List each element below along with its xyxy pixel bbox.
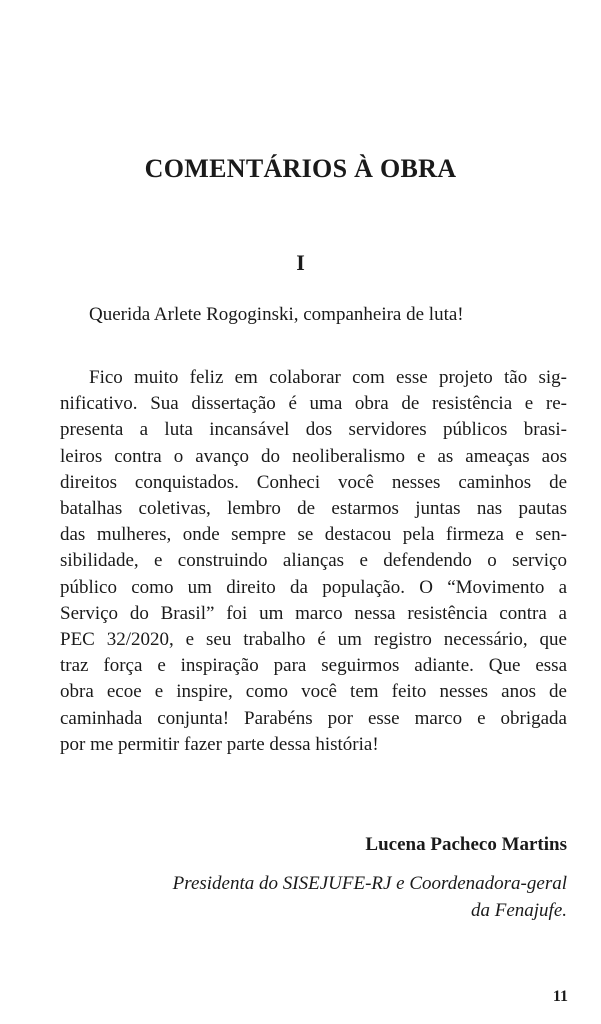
body-line: público como um direito da população. O “Movimento a	[60, 576, 567, 598]
body-line: PEC 32/2020, e seu trabalho é um registro necessário, que	[60, 629, 567, 651]
body-line: por me permitir fazer parte dessa história!	[60, 733, 379, 755]
body-line: traz força e inspiração para seguirmos adiante. Que essa	[60, 655, 567, 677]
body-line: leiros contra o avanço do neoliberalismo e as ameaças aos	[60, 445, 567, 467]
signature-role	[87, 870, 567, 924]
body-line: caminhada conjunta! Parabéns por esse marco e obrigada	[60, 707, 567, 729]
body-line: Fico muito feliz em colaborar com esse projeto tão sig-	[89, 367, 567, 388]
signature-name: Lucena Pacheco Martins	[365, 834, 567, 855]
body-line: obra ecoe e inspire, como você tem feito nesses anos de	[60, 681, 567, 703]
body-line: batalhas coletivas, lembro de estarmos juntas nas pautas	[60, 498, 567, 520]
body-paragraph	[60, 365, 567, 758]
body-line: das mulheres, onde sempre se destacou pela firmeza e sen-	[60, 524, 567, 546]
signature-role-line: da Fenajufe.	[470, 900, 567, 921]
body-line: Serviço do Brasil” foi um marco nessa resistência contra a	[60, 602, 567, 624]
body-line: sibilidade, e construindo alianças e defendendo o serviço	[60, 550, 567, 572]
signature-role-line: Presidenta do SISEJUFE-RJ e Coordenadora-geral	[172, 873, 567, 894]
salutation: Querida Arlete Rogoginski, companheira de luta!	[89, 304, 464, 325]
page-number: 11	[552, 988, 568, 1005]
section-numeral: I	[296, 250, 305, 275]
chapter-title: COMENTÁRIOS À OBRA	[144, 154, 457, 183]
body-line: direitos conquistados. Conheci você nesses caminhos de	[60, 471, 567, 493]
body-line: nificativo. Sua dissertação é uma obra de resistência e re-	[60, 393, 567, 415]
body-line: presenta a luta incansável dos servidores públicos brasi-	[60, 419, 567, 441]
